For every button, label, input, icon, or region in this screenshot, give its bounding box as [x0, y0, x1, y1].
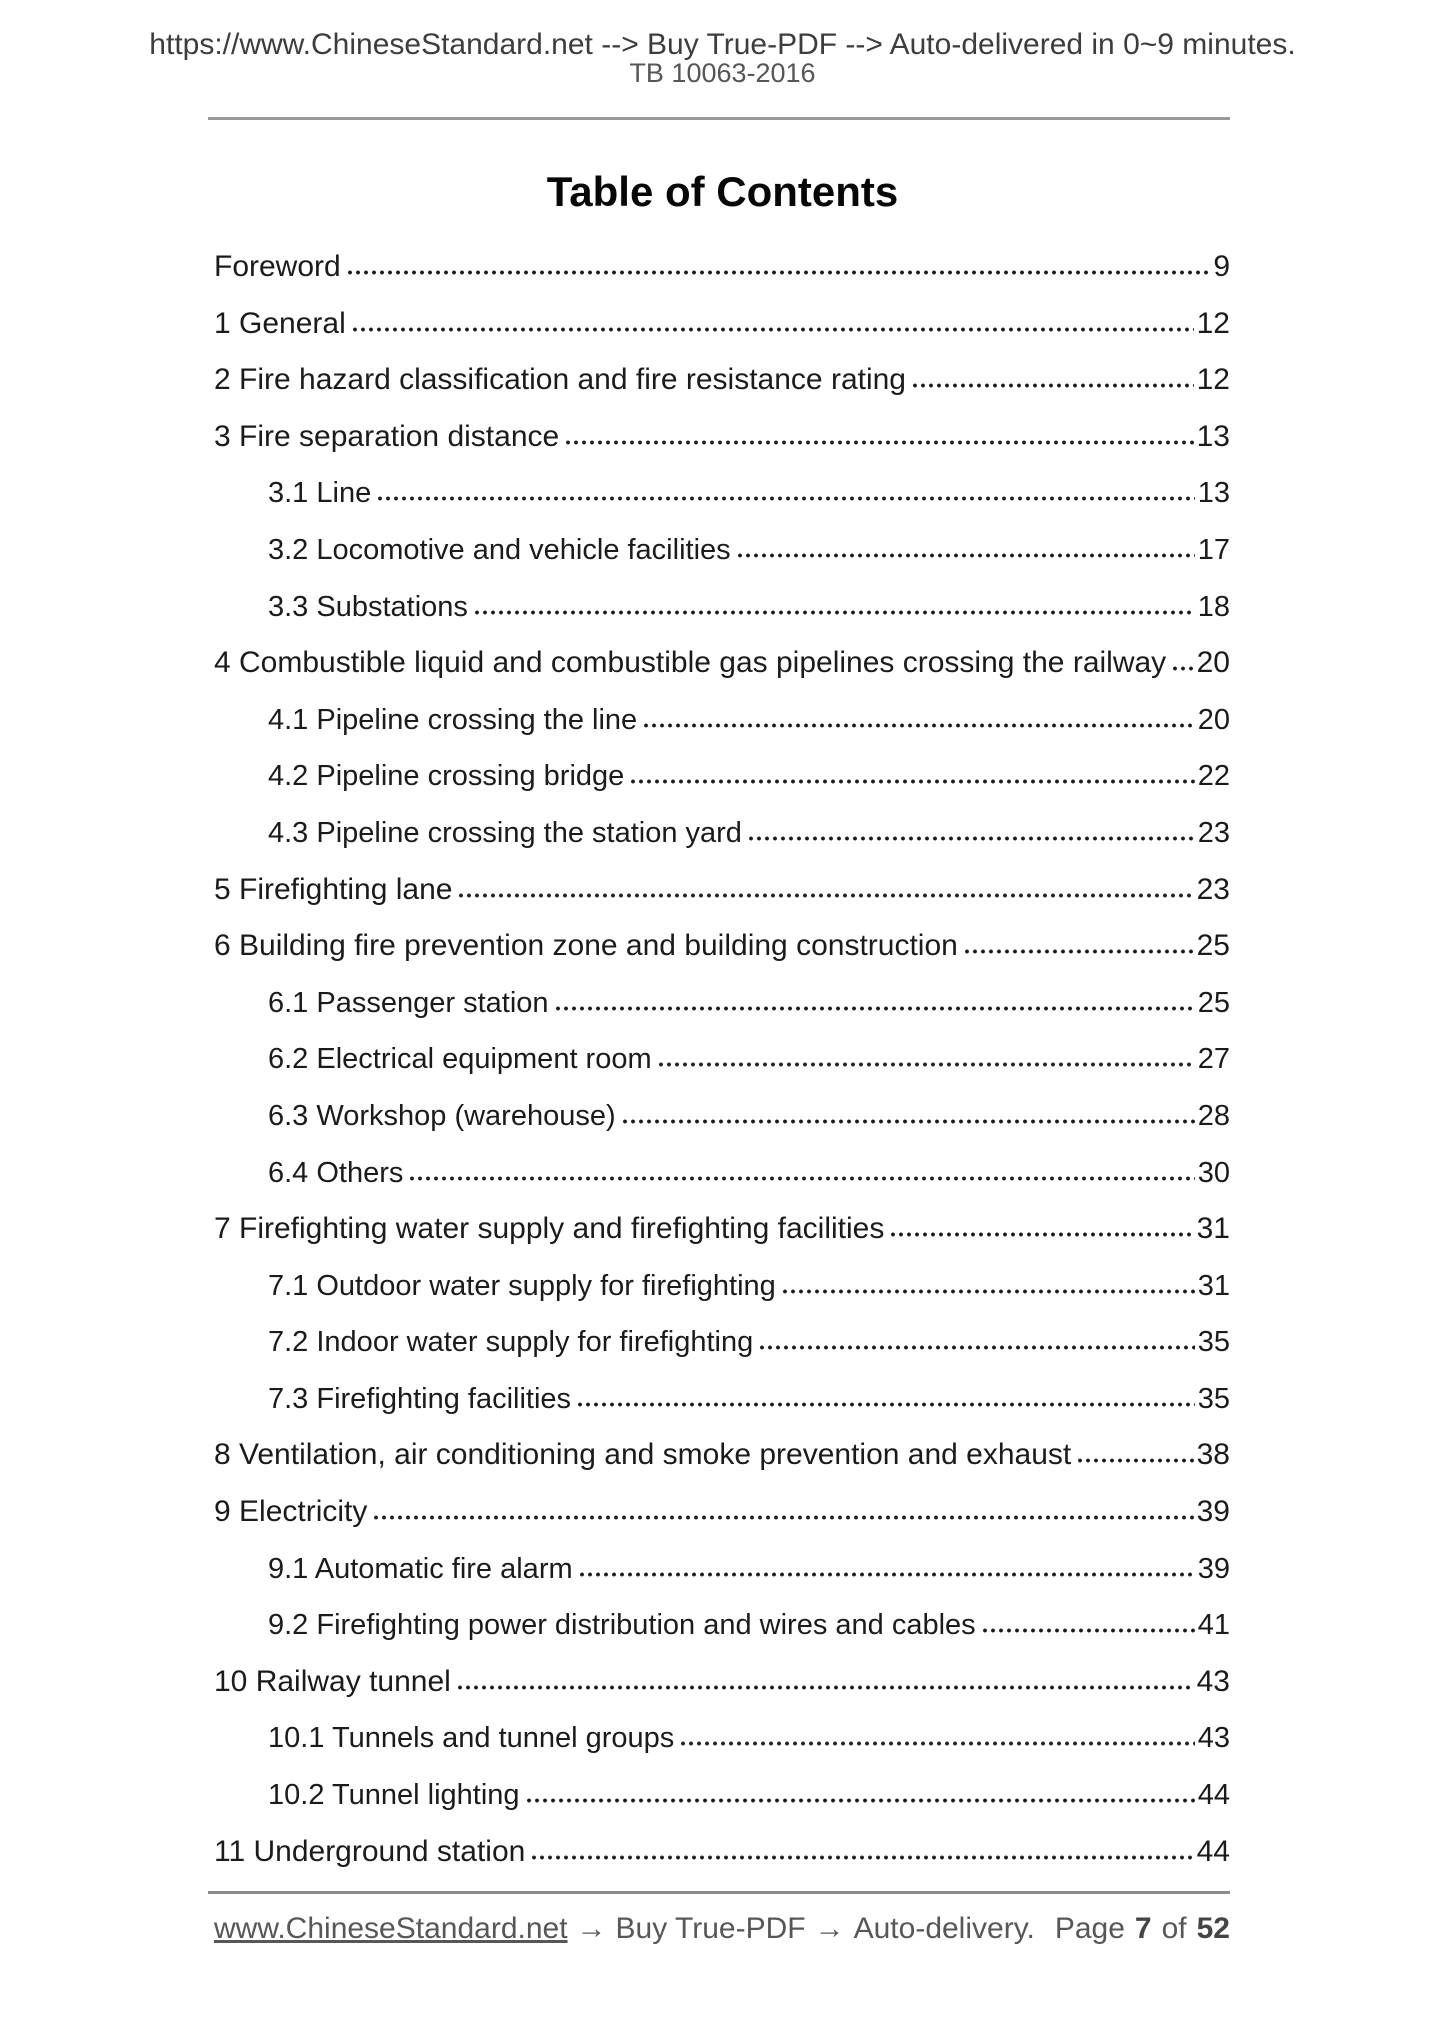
toc-entry-label: 9 Electricity: [214, 1495, 368, 1529]
toc-entry-label: 6.4 Others: [268, 1156, 404, 1189]
footer-delivery-text: Auto-delivery.: [853, 1912, 1035, 1945]
dot-leader: [981, 1627, 1195, 1634]
toc-entry-label: 4.3 Pipeline crossing the station yard: [268, 816, 742, 849]
dot-leader: [642, 722, 1195, 729]
toc-entry-label: 6.1 Passenger station: [268, 986, 549, 1019]
toc-entry: [214, 1438, 1230, 1472]
footer-site-link[interactable]: www.ChineseStandard.net: [214, 1912, 568, 1945]
toc-entry-label: 7.2 Indoor water supply for firefighting: [268, 1326, 754, 1359]
dot-leader: [963, 948, 1194, 955]
toc-entry-label: 3.3 Substations: [268, 590, 468, 623]
toc-entry-page: 35: [1197, 1326, 1230, 1359]
toc-entry-label: 4.2 Pipeline crossing bridge: [268, 760, 625, 793]
footer: [214, 1912, 1230, 1946]
total-page-number: 52: [1196, 1912, 1230, 1945]
toc-entry-label: 4.1 Pipeline crossing the line: [268, 703, 638, 736]
dot-leader: [525, 1797, 1195, 1804]
of-label: of: [1161, 1912, 1187, 1945]
toc-entry-label: 10.2 Tunnel lighting: [268, 1779, 520, 1812]
dot-leader: [747, 835, 1195, 842]
toc-entry-page: 20: [1197, 703, 1230, 736]
dot-leader: [889, 1231, 1193, 1238]
toc-entry-page: 20: [1196, 646, 1230, 680]
dot-leader: [351, 326, 1194, 333]
dot-leader: [554, 1005, 1195, 1012]
toc-entry: [214, 1099, 1230, 1133]
toc-entry-page: 18: [1197, 590, 1230, 623]
toc-entry-label: 9.1 Automatic fire alarm: [268, 1552, 573, 1585]
toc-list: [214, 250, 1230, 1891]
dot-leader: [564, 439, 1193, 446]
toc-entry-label: 1 General: [214, 306, 346, 340]
toc-entry-page: 23: [1196, 872, 1230, 906]
toc-entry: [214, 873, 1230, 907]
footer-buy-text: Buy True-PDF: [615, 1912, 806, 1945]
dot-leader: [346, 269, 1211, 276]
toc-entry-label: 7 Firefighting water supply and firefighting facilities: [214, 1212, 885, 1246]
toc-entry-label: Foreword: [214, 250, 341, 283]
toc-entry-page: 27: [1197, 1043, 1230, 1076]
dot-leader: [530, 1854, 1193, 1861]
toc-entry-label: 6 Building fire prevention zone and building construction: [214, 929, 958, 963]
header-divider: [208, 117, 1230, 120]
page-title: Table of Contents: [546, 168, 899, 215]
toc-entry-page: 30: [1197, 1156, 1230, 1189]
toc-entry-label: 7.1 Outdoor water supply for firefighting: [268, 1269, 776, 1302]
toc-entry-page: 12: [1196, 306, 1230, 340]
dot-leader: [372, 1514, 1193, 1521]
dot-leader: [576, 1401, 1195, 1408]
toc-entry: [214, 250, 1230, 284]
toc-entry: [214, 476, 1230, 510]
toc-entry-page: 43: [1196, 1664, 1230, 1698]
toc-entry-page: 13: [1196, 419, 1230, 453]
page-indicator: [1055, 1912, 1230, 1946]
toc-entry: [214, 1269, 1230, 1303]
toc-entry-page: 31: [1197, 1269, 1230, 1302]
toc-entry: [214, 533, 1230, 567]
toc-entry-label: 6.3 Workshop (warehouse): [268, 1099, 616, 1132]
dot-leader: [911, 382, 1194, 389]
toc-entry: [214, 1156, 1230, 1190]
toc-entry-page: 43: [1197, 1722, 1230, 1755]
toc-entry: [214, 1042, 1230, 1076]
dot-leader: [1076, 1457, 1193, 1464]
right-arrow-icon: →: [814, 1912, 845, 1945]
dot-leader: [736, 552, 1195, 559]
toc-entry: [214, 1778, 1230, 1812]
toc-entry-page: 13: [1197, 477, 1230, 510]
toc-entry: [214, 646, 1230, 680]
toc-entry: [214, 1665, 1230, 1699]
dot-leader: [621, 1118, 1195, 1125]
toc-entry: [214, 1212, 1230, 1246]
toc-entry-label: 3.1 Line: [268, 477, 372, 510]
dot-leader: [376, 495, 1195, 502]
current-page-number: 7: [1134, 1912, 1152, 1945]
dot-leader: [758, 1344, 1195, 1351]
toc-entry: [214, 1721, 1230, 1755]
toc-entry: [214, 929, 1230, 963]
toc-entry-page: 17: [1197, 533, 1230, 566]
toc-entry: [214, 363, 1230, 397]
toc-entry: [214, 1495, 1230, 1529]
right-arrow-icon: →: [576, 1912, 607, 1945]
toc-entry: [214, 986, 1230, 1020]
toc-entry-page: 44: [1196, 1834, 1230, 1868]
dot-leader: [781, 1288, 1195, 1295]
toc-entry: [214, 759, 1230, 793]
header-promo-line: https://www.ChineseStandard.net --> Buy True-PDF --> Auto-delivered in 0~9 minutes.: [149, 28, 1296, 61]
footer-promo: [214, 1912, 1035, 1946]
toc-entry-label: 9.2 Firefighting power distribution and wires and cables: [268, 1609, 976, 1642]
toc-entry: [214, 1382, 1230, 1416]
dot-leader: [1171, 665, 1193, 672]
toc-entry: [214, 590, 1230, 624]
footer-divider: [208, 1891, 1230, 1894]
toc-entry: [214, 420, 1230, 454]
toc-entry-label: 3.2 Locomotive and vehicle facilities: [268, 533, 731, 566]
toc-entry-page: 44: [1197, 1779, 1230, 1812]
toc-entry-label: 6.2 Electrical equipment room: [268, 1043, 652, 1076]
toc-entry-page: 22: [1197, 760, 1230, 793]
toc-entry-page: 25: [1197, 986, 1230, 1019]
toc-entry-label: 5 Firefighting lane: [214, 872, 453, 906]
document-code: TB 10063-2016: [629, 58, 816, 88]
dot-leader: [629, 778, 1194, 785]
toc-entry-label: 10.1 Tunnels and tunnel groups: [268, 1722, 675, 1755]
toc-entry-page: 39: [1197, 1552, 1230, 1585]
toc-entry-label: 11 Underground station: [214, 1834, 526, 1868]
toc-entry-page: 31: [1196, 1212, 1230, 1246]
toc-entry-page: 9: [1213, 250, 1230, 283]
toc-entry: [214, 1835, 1230, 1869]
toc-entry-page: 39: [1196, 1495, 1230, 1529]
dot-leader: [679, 1740, 1194, 1747]
toc-entry-label: 4 Combustible liquid and combustible gas pipelines crossing the railway: [214, 646, 1167, 680]
page-label: Page: [1054, 1912, 1125, 1945]
toc-entry-label: 2 Fire hazard classification and fire resistance rating: [214, 363, 906, 397]
dot-leader: [456, 1684, 1194, 1691]
toc-entry-label: 7.3 Firefighting facilities: [268, 1382, 572, 1415]
toc-entry-label: 10 Railway tunnel: [214, 1664, 451, 1698]
dot-leader: [408, 1175, 1194, 1182]
toc-entry-page: 28: [1197, 1099, 1230, 1132]
toc-entry-label: 8 Ventilation, air conditioning and smoke prevention and exhaust: [214, 1438, 1072, 1472]
toc-entry-page: 25: [1196, 929, 1230, 963]
toc-entry: [214, 1608, 1230, 1642]
toc-entry: [214, 816, 1230, 850]
toc-entry-page: 12: [1196, 363, 1230, 397]
toc-entry: [214, 703, 1230, 737]
dot-leader: [578, 1571, 1195, 1578]
toc-entry-page: 23: [1197, 816, 1230, 849]
toc-entry: [214, 1552, 1230, 1586]
toc-entry-page: 38: [1196, 1438, 1230, 1472]
toc-entry-label: 3 Fire separation distance: [214, 419, 560, 453]
toc-entry-page: 35: [1197, 1382, 1230, 1415]
dot-leader: [473, 609, 1195, 616]
dot-leader: [657, 1061, 1195, 1068]
toc-entry: [214, 307, 1230, 341]
toc-entry-page: 41: [1197, 1609, 1230, 1642]
toc-entry: [214, 1325, 1230, 1359]
dot-leader: [457, 892, 1193, 899]
